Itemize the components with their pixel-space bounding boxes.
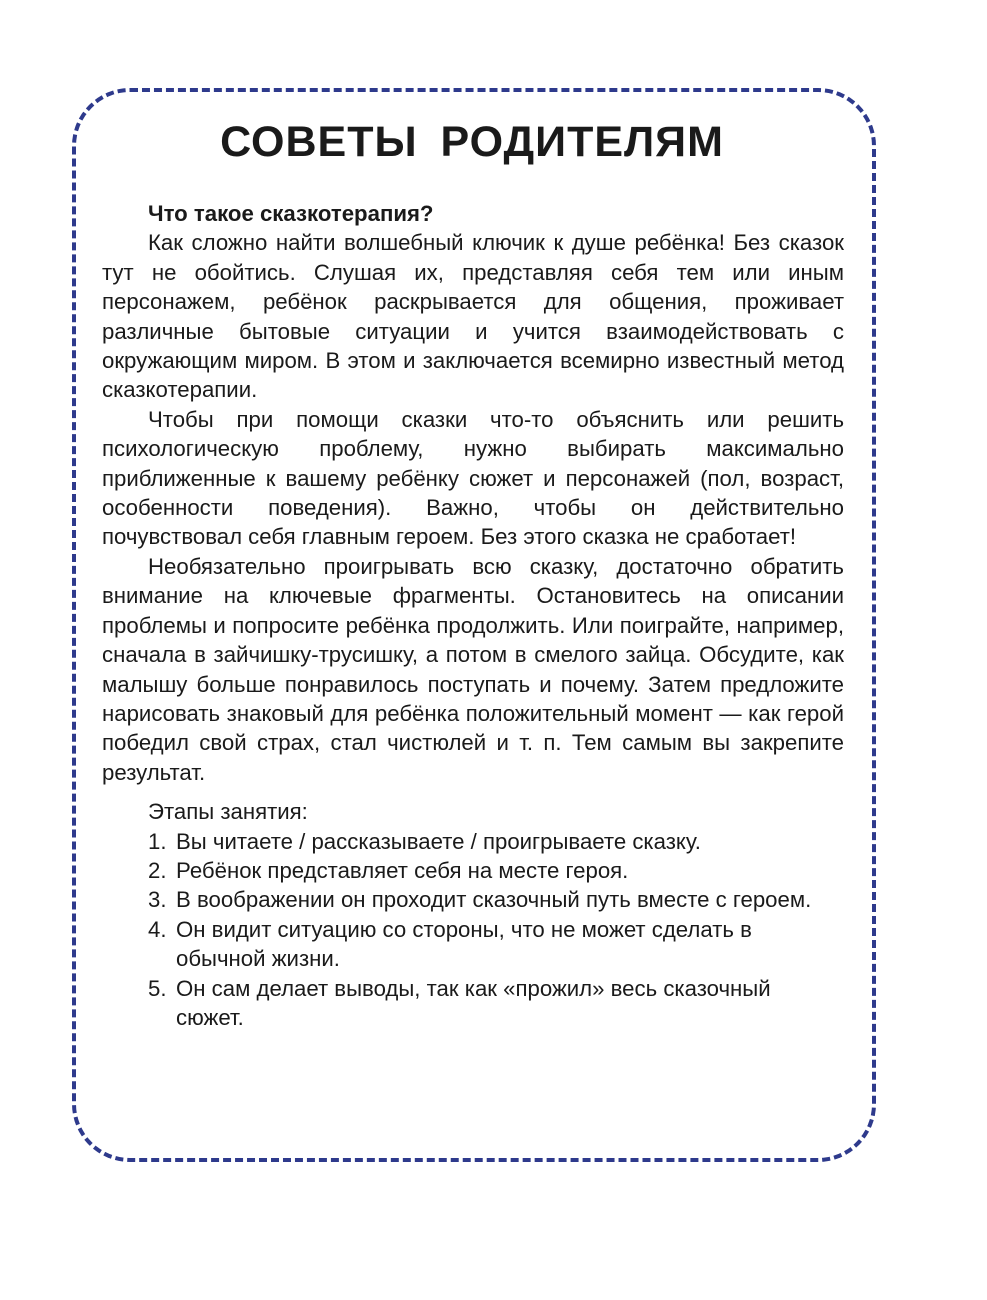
stage-number: 2. (148, 857, 167, 883)
stage-number: 4. (148, 916, 167, 942)
section-question: Что такое сказкотерапия? (148, 201, 434, 226)
stage-item (102, 915, 844, 974)
article-body (102, 199, 844, 1032)
stage-text: Ребёнок представляет себя на месте героя. (176, 857, 629, 883)
stages-heading: Этапы занятия: (148, 799, 308, 825)
stage-item (102, 827, 844, 856)
stage-number: 1. (148, 828, 167, 854)
stage-item (102, 974, 844, 1033)
stages-list (102, 827, 844, 1033)
stage-number: 5. (148, 975, 167, 1001)
stage-text: Он сам делает выводы, так как «прожил» весь сказочный сюжет. (176, 975, 771, 1030)
stage-text: Вы читаете / рассказываете / проигрываете сказку. (176, 828, 701, 854)
stage-item (102, 885, 844, 914)
paragraph-3: Необязательно проигрывать всю сказку, достаточно обратить внимание на ключевые фрагменты. Остановитесь на описании проблемы и попросите ребёнка продолжить. Или поиграйте, например, сначала в зайчишку-трусишку, а потом в смелого зайца. Обсудите, как малышу больше понравилось поступать и почему. Затем предложите нарисовать знаковый для ребёнка положительный момент — как герой победил свой страх, стал чистюлей и т. п. Тем самым вы закрепите результат. (102, 553, 844, 785)
stage-number: 3. (148, 887, 167, 913)
stage-item (102, 856, 844, 885)
stage-text: В воображении он проходит сказочный путь вместе с героем. (176, 887, 812, 913)
paragraph-1: Как сложно найти волшебный ключик к душе ребёнка! Без сказок тут не обойтись. Слушая их, представляя себя тем или иным персонажем, ребёнок раскрывается для общения, проживает различные бытовые ситуации и учится взаимодействовать с окружающим миром. В этом и заключается всемирно известный метод сказкотерапии. (102, 230, 844, 403)
stage-text: Он видит ситуацию со стороны, что не может сделать в обычной жизни. (176, 916, 752, 972)
paragraph-2: Чтобы при помощи сказки что-то объяснить или решить психологическую проблему, нужно выбирать максимально приближенные к вашему ребёнку сюжет и персонажей (пол, возраст, особенности поведения). Важно, чтобы он действительно почувствовал себя главным героем. Без этого сказка не сработает! (102, 406, 844, 550)
page-title: СОВЕТЫ РОДИТЕЛЯМ (220, 118, 724, 166)
